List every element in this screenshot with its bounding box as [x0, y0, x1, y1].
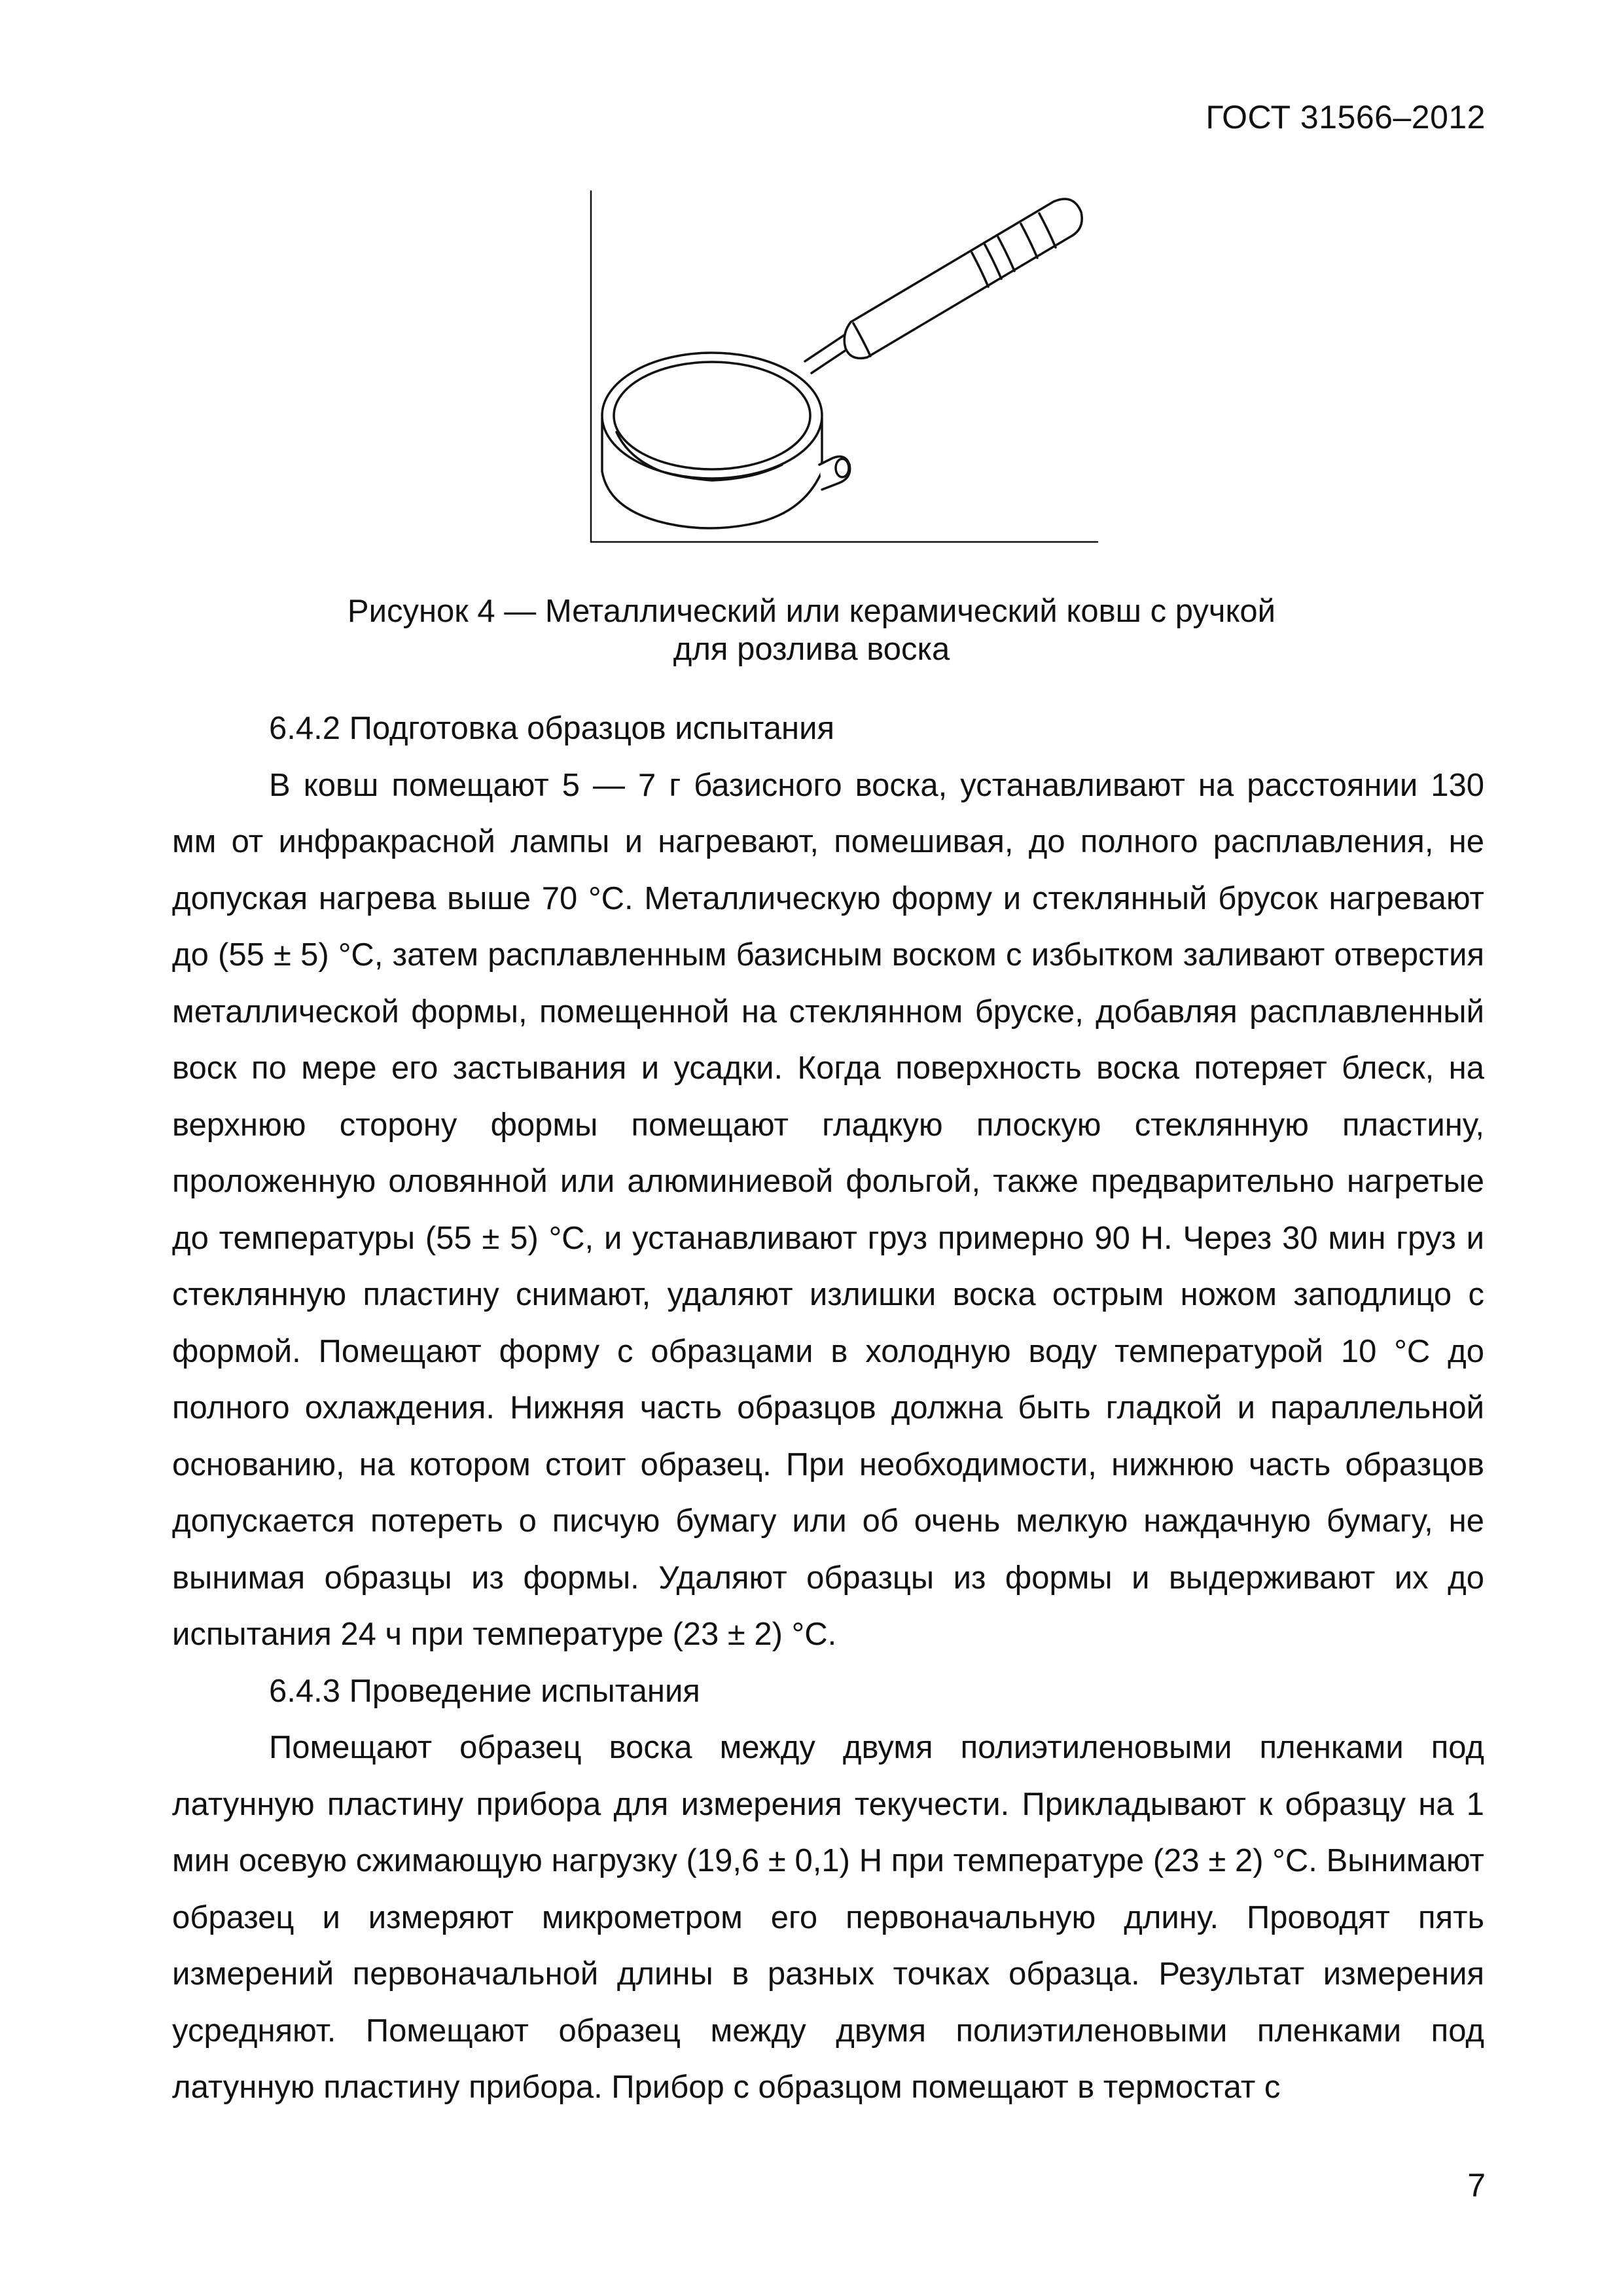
document-body [172, 700, 1484, 2116]
page-number: 7 [1467, 2167, 1486, 2204]
document-standard-number: ГОСТ 31566–2012 [1205, 99, 1486, 135]
section-6-4-2-paragraph: В ковш помещают 5 — 7 г базисного воска, устанавливают на расстоянии 130 мм от инфракрасной лампы и нагревают, помешивая, до полного расплавления, не допуская нагрева выше 70 °С. Металлическую форму и стеклянный брусок нагревают до (55 ± 5) °С, затем расплавленным базисным воском с избытком заливают отверстия металлической формы, помещенной на стеклянном бруске, добавляя расплавленный воск по мере его застывания и усадки. Когда поверхность воска потеряет блеск, на верхнюю сторону формы помещают гладкую плоскую стеклянную пластину, проложенную оловянной или алюминиевой фольгой, также предварительно нагретые до температуры (55 ± 5) °С, и устанавливают груз примерно 90 Н. Через 30 мин груз и стеклянную пластину снимают, удаляют излишки воска острым ножом заподлицо с формой. Помещают форму с образцами в холодную воду температурой 10 °С до полного охлаждения. Нижняя часть образцов должна быть гладкой и параллельной основанию, на котором стоит образец. При необходимости, нижнюю часть образцов допускается потереть о писчую бумагу или об очень мелкую наждачную бумагу, не вынимая образцы из формы. Удаляют образцы из формы и выдерживают их до испытания 24 ч при температуре (23 ± 2) °С. [172, 767, 1484, 1652]
figure-caption-line-1: Рисунок 4 — Металлический или керамический ковш с ручкой [347, 594, 1276, 629]
figure-caption-line-2: для розлива воска [673, 632, 950, 667]
section-6-4-3-paragraph: Помещают образец воска между двумя полиэтиленовыми пленками под латунную пластину прибора для измерения текучести. Прикладывают к образцу на 1 мин осевую сжимающую нагрузку (19,6 ± 0,1) Н при температуре (23 ± 2) °С. Вынимают образец и измеряют микрометром его первоначальную длину. Проводят пять измерений первоначальной длины в разных точках образца. Результат измерения усредняют. Помещают образец между двумя полиэтиленовыми пленками под латунную пластину прибора. Прибор с образцом помещают в термостат с [172, 1730, 1484, 2105]
figure-caption [170, 592, 1453, 668]
section-6-4-2-heading: 6.4.2 Подготовка образцов испытания [269, 711, 834, 746]
ladle-figure [589, 190, 1099, 547]
section-6-4-3-heading: 6.4.3 Проведение испытания [269, 1673, 700, 1709]
wax-pouring-ladle-illustration-icon [589, 190, 1099, 547]
